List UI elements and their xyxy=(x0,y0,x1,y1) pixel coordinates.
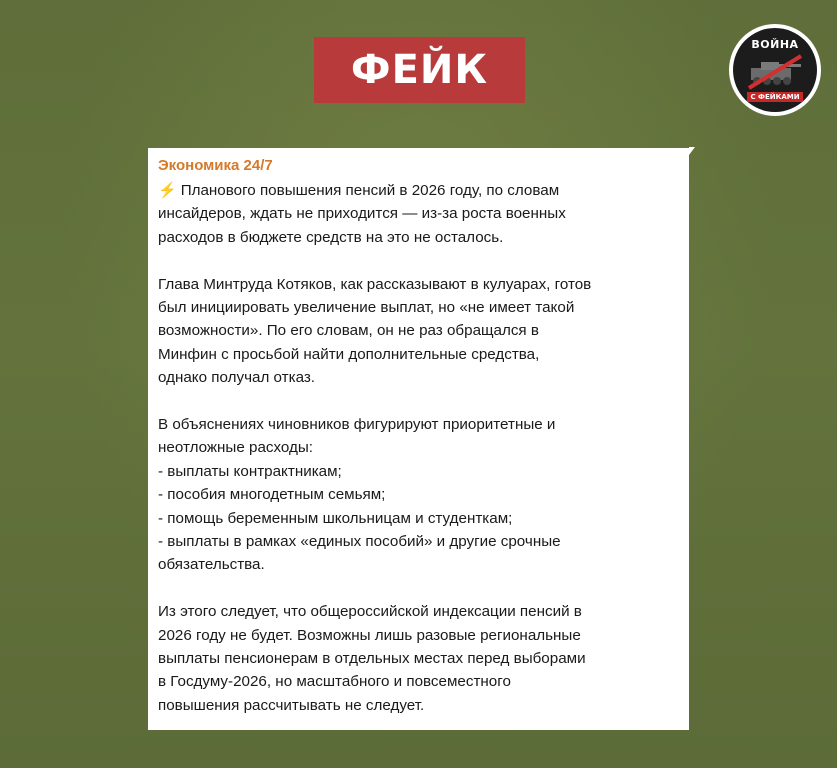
post-line: возможности». По его словам, он не раз обращался в xyxy=(158,322,539,340)
post-line: повышения рассчитывать не следует. xyxy=(158,696,425,714)
post-line: инсайдеров, ждать не приходится — из-за роста военных xyxy=(158,205,566,223)
logo-badge xyxy=(733,28,817,112)
post-line: в Госдуму-2026, но масштабного и повсеместного xyxy=(158,673,511,691)
post-line: - помощь беременным школьницам и студенткам; xyxy=(158,509,513,527)
tank-icon xyxy=(745,54,805,90)
channel-name[interactable]: Экономика 24/7 xyxy=(158,157,273,174)
telegram-post-card xyxy=(148,148,689,730)
post-line: однако получал отказ. xyxy=(158,369,316,387)
post-paragraph-2 xyxy=(158,273,679,390)
fake-label-banner xyxy=(314,37,525,103)
post-line: В объяснениях чиновников фигурируют приоритетные и xyxy=(158,416,556,434)
post-line: был инициировать увеличение выплат, но «не имеет такой xyxy=(158,299,575,317)
message-bubble-tail xyxy=(689,147,695,155)
post-paragraph-4 xyxy=(158,600,679,717)
post-line: ⚡ Планового повышения пенсий в 2026 году, по словам xyxy=(158,182,560,199)
post-line: 2026 году не будет. Возможны лишь разовые региональные xyxy=(158,626,581,644)
lightning-bolt-icon: ⚡ xyxy=(158,182,177,199)
post-line: расходов в бюджете средств на это не осталось. xyxy=(158,228,504,246)
post-line: обязательства. xyxy=(158,556,265,574)
post-line: - выплаты в рамках «единых пособий» и другие срочные xyxy=(158,533,561,551)
post-paragraph-1 xyxy=(158,179,679,249)
voyna-s-feykami-logo xyxy=(729,24,821,116)
post-paragraph-3 xyxy=(158,413,679,577)
post-line: - выплаты контрактникам; xyxy=(158,462,342,480)
post-line: - пособия многодетным семьям; xyxy=(158,486,386,504)
post-line: Минфин с просьбой найти дополнительные средства, xyxy=(158,345,540,363)
fake-label-text: ФЕЙК xyxy=(350,47,489,93)
post-line: Глава Минтруда Котяков, как рассказывают в кулуарах, готов xyxy=(158,275,592,293)
post-line: неотложные расходы: xyxy=(158,439,314,457)
logo-top-text: ВОЙНА xyxy=(751,38,799,51)
post-line: Из этого следует, что общероссийской индексации пенсий в xyxy=(158,603,582,621)
logo-bottom-text: С ФЕЙКАМИ xyxy=(747,92,803,102)
post-line: выплаты пенсионерам в отдельных местах перед выборами xyxy=(158,650,586,668)
